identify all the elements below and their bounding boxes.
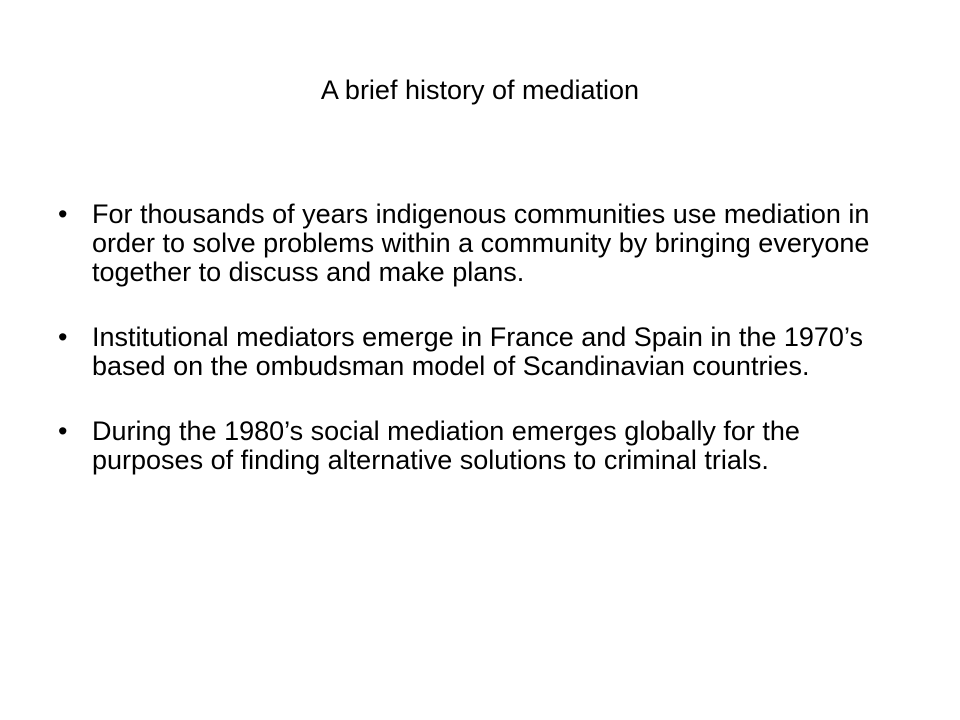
bullet-icon: • [58, 199, 68, 229]
bullet-item [58, 417, 888, 475]
slide-title: A brief history of mediation [320, 75, 640, 105]
bullet-text: For thousands of years indigenous communities use mediation in order to solve problems within a community by bringing everyone together to discuss and make plans. [92, 199, 870, 287]
bullet-text: Institutional mediators emerge in France and Spain in the 1970’s based on the ombudsman model of Scandinavian countries. [92, 322, 863, 381]
bullet-item [58, 323, 888, 381]
bullet-text: During the 1980’s social mediation emerges globally for the purposes of finding alternative solutions to criminal trials. [92, 416, 800, 475]
bullet-icon: • [58, 322, 68, 352]
bullet-item [58, 200, 888, 287]
bullet-icon: • [58, 416, 68, 446]
bullet-list [58, 200, 888, 511]
